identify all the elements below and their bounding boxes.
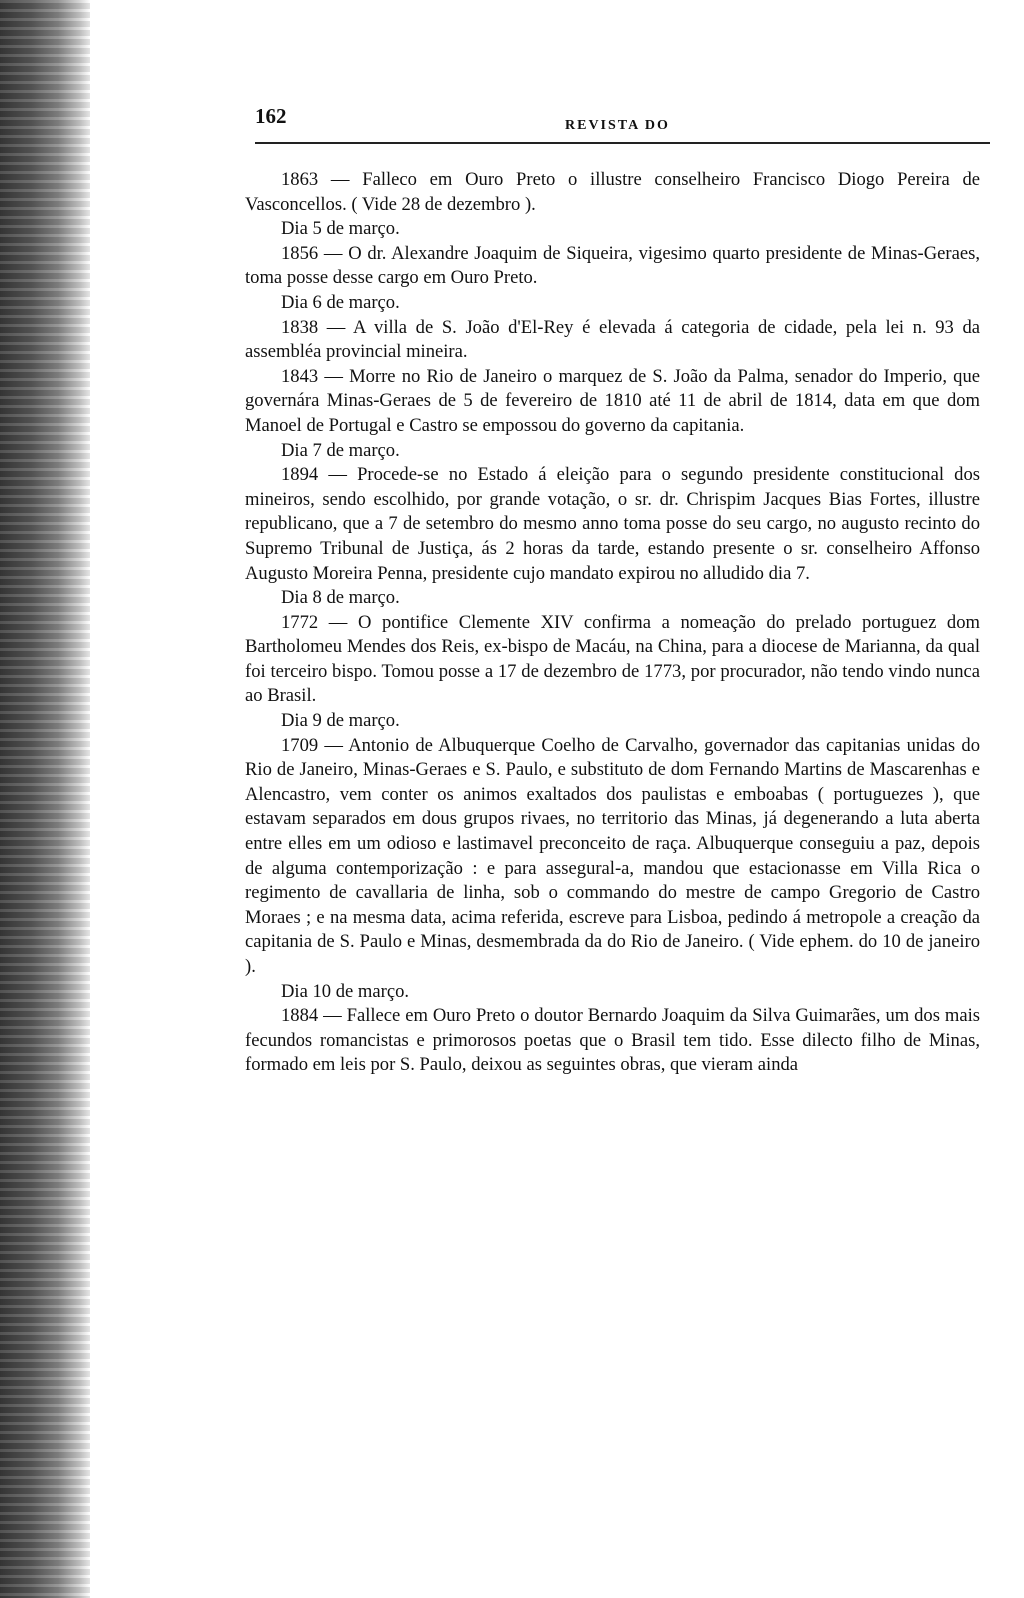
ephemeris-entry: 1843 — Morre no Rio de Janeiro o marquez de S. João da Palma, senador do Imperio, que governára Minas-Geraes de 5 de fevereiro de 1810 até 11 de abril de 1814, data em que dom Manoel de Portugal e Castro se empossou do governo da capitania. [245,365,980,436]
ephemeris-entry: 1709 — Antonio de Albuquerque Coelho de Carvalho, governador das capitanias unidas do Rio de Janeiro, Minas-Geraes e S. Paulo, e substituto de dom Fernando Martins de Mascarenhas e Alencastro, vem conter os animos exaltados dos paulistas e emboabas ( portuguezes ), que estavam separados em dous grupos rivaes, no territorio das Minas, já degenerando a luta aberta entre elles em um odioso e lastimavel preconceito de raça. Albuquerque conseguiu a paz, depois de alguma contemporização : e para assegural-a, mandou que estacionasse em Villa Rica o regimento de cavallaria de linha, sob o commando do mestre de campo Gregorio de Castro Moraes ; e na mesma data, acima referida, escreve para Lisboa, pedindo á metropole a creação da capitania de S. Paulo e Minas, desmembrada da do Rio de Janeiro. ( Vide ephem. do 10 de janeiro ). [245,734,980,977]
header-rule [255,142,990,147]
page-header [255,104,990,144]
date-heading: Dia 8 de março. [281,587,400,609]
ephemeris-entry: 1856 — O dr. Alexandre Joaquim de Siqueira, vigesimo quarto presidente de Minas-Geraes, toma posse desse cargo em Ouro Preto. [245,242,980,289]
ephemeris-entry: 1838 — A villa de S. João d'El-Rey é elevada á categoria de cidade, pela lei n. 93 da assembléa provincial mineira. [245,316,980,363]
ephemeris-entry: 1894 — Procede-se no Estado á eleição para o segundo presidente constitucional dos mineiros, sendo escolhido, por grande votação, o sr. dr. Chrispim Jacques Bias Fortes, illustre republicano, que a 7 de setembro do mesmo anno toma posse do seu cargo, no augusto recinto do Supremo Tribunal de Justiça, ás 2 horas da tarde, estando presente o sr. conselheiro Affonso Augusto Moreira Penna, presidente cujo mandato expirou no alludido dia 7. [245,464,980,584]
ephemeris-entry: 1884 — Fallece em Ouro Preto o doutor Bernardo Joaquim da Silva Guimarães, um dos mais fecundos romancistas e primorosos poetas que o Brasil tem tido. Esse dilecto filho de Minas, formado em leis por S. Paulo, deixou as seguintes obras, que vieram ainda [245,1005,980,1076]
book-binding-edge [0,0,90,1598]
ephemeris-entry: 1863 — Falleco em Ouro Preto o illustre conselheiro Francisco Diogo Pereira de Vasconcellos. ( Vide 28 de dezembro ). [245,169,980,215]
date-heading: Dia 7 de março. [281,439,400,461]
date-heading: Dia 6 de março. [281,291,400,313]
date-heading: Dia 5 de março. [281,218,400,240]
date-heading: Dia 9 de março. [281,710,400,732]
page-number: 162 [255,104,287,128]
date-heading: Dia 10 de março. [281,980,410,1002]
page-body [245,168,980,1078]
running-head: REVISTA DO [565,118,670,133]
ephemeris-entry: 1772 — O pontifice Clemente XIV confirma a nomeação do prelado portuguez dom Bartholomeu Mendes dos Reis, ex-bispo de Macáu, na China, para a diocese de Marianna, da qual foi terceiro bispo. Tomou posse a 17 de dezembro de 1773, por procurador, não tendo vindo nunca ao Brasil. [245,611,980,707]
